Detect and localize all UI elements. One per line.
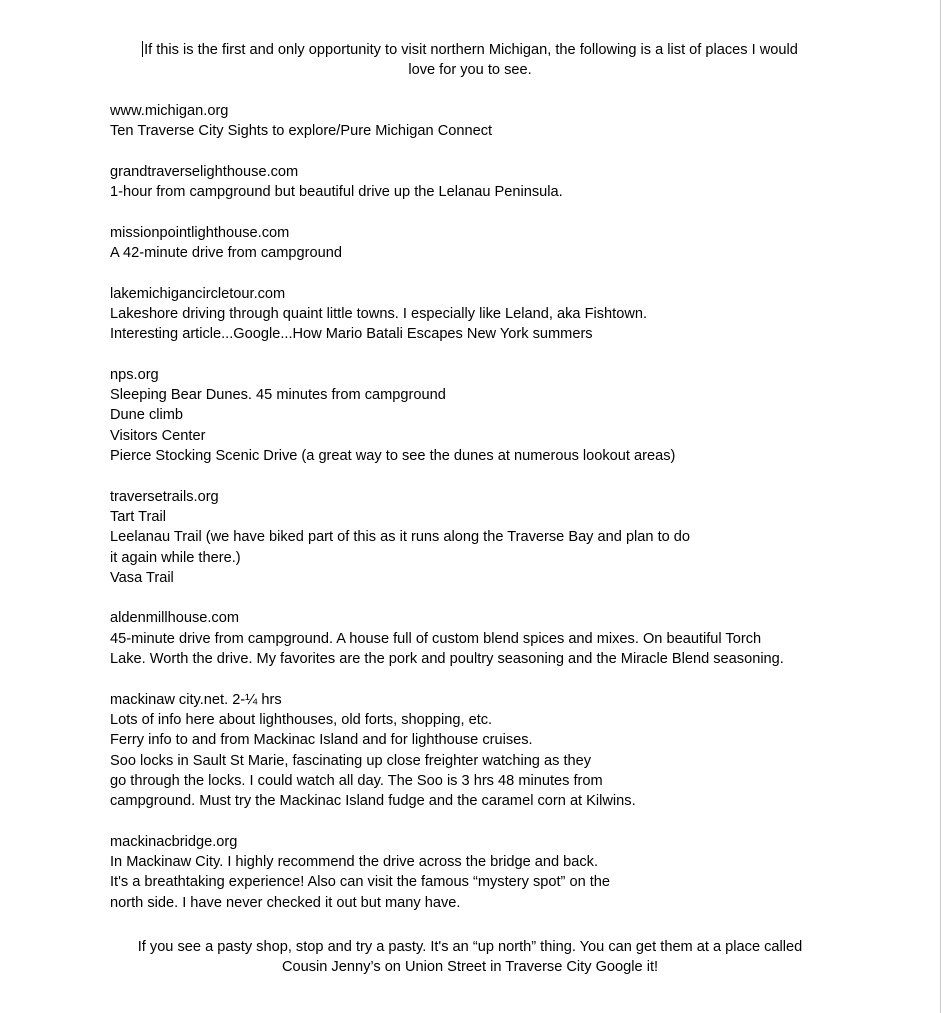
section-line: it again while there.): [110, 549, 241, 566]
section-line: Visitors Center: [110, 427, 206, 444]
places-list: [110, 101, 850, 933]
section-site: grandtraverselighthouse.com: [110, 163, 299, 180]
section-traversetrails: [110, 487, 850, 588]
section-line: Lakeshore driving through quaint little towns. I especially like Leland, aka Fishtown.: [110, 305, 648, 322]
section-line: Vasa Trail: [110, 569, 174, 586]
section-site: nps.org: [110, 366, 159, 383]
section-line: Dune climb: [110, 407, 183, 424]
section-site: aldenmillhouse.com: [110, 610, 239, 627]
section-line: Lots of info here about lighthouses, old forts, shopping, etc.: [110, 711, 493, 728]
closing-paragraph: [100, 937, 840, 978]
section-line: It's a breathtaking experience! Also can visit the famous “mystery spot” on the: [110, 874, 611, 891]
section-line: In Mackinaw City. I highly recommend the drive across the bridge and back.: [110, 853, 599, 870]
section-line: 1-hour from campground but beautiful drive up the Lelanau Peninsula.: [110, 184, 563, 201]
section-mackinawcity: [110, 690, 850, 812]
section-site: www.michigan.org: [110, 103, 229, 119]
section-line: Leelanau Trail (we have biked part of this as it runs along the Traverse Bay and plan to do: [110, 529, 691, 546]
section-lakemichigancircletour: [110, 284, 850, 345]
section-site: lakemichigancircletour.com: [110, 285, 286, 302]
page-edge-divider: [940, 0, 941, 1013]
section-line: Tart Trail: [110, 508, 166, 525]
section-line: Lake. Worth the drive. My favorites are the pork and poultry seasoning and the Miracle Blend seasoning.: [110, 651, 784, 668]
section-nps-org: [110, 365, 850, 466]
section-line: campground. Must try the Mackinac Island fudge and the caramel corn at Kilwins.: [110, 793, 636, 810]
section-line: Soo locks in Sault St Marie, fascinating up close freighter watching as they: [110, 752, 592, 769]
section-line: north side. I have never checked it out but many have.: [110, 894, 461, 911]
section-site: missionpointlighthouse.com: [110, 224, 290, 241]
section-line: go through the locks. I could watch all day. The Soo is 3 hrs 48 minutes from: [110, 772, 603, 789]
section-line: Sleeping Bear Dunes. 45 minutes from campground: [110, 387, 446, 404]
section-mackinacbridge: [110, 832, 850, 913]
section-grandtraverselighthouse: [110, 162, 850, 203]
section-aldenmillhouse: [110, 608, 850, 669]
section-line: Interesting article...Google...How Mario Batali Escapes New York summers: [110, 326, 593, 343]
intro-line-2: love for you to see.: [408, 62, 532, 79]
section-site: mackinacbridge.org: [110, 833, 238, 850]
closing-line-1: If you see a pasty shop, stop and try a pasty. It's an “up north” thing. You can get them at a place called: [137, 939, 803, 955]
section-line: A 42-minute drive from campground: [110, 245, 342, 262]
section-site: traversetrails.org: [110, 488, 219, 505]
section-site: mackinaw city.net. 2-¼ hrs: [110, 691, 282, 708]
section-line: Pierce Stocking Scenic Drive (a great way to see the dunes at numerous lookout areas): [110, 448, 676, 465]
section-line: 45-minute drive from campground. A house full of custom blend spices and mixes. On beautiful Torch: [110, 630, 762, 647]
section-line: Ferry info to and from Mackinac Island and for lighthouse cruises.: [110, 732, 533, 749]
intro-paragraph: [110, 40, 830, 81]
intro-line-1: [110, 40, 830, 60]
intro-line-1-text: If this is the first and only opportunity to visit northern Michigan, the following is a list of places I would: [144, 42, 798, 58]
section-michigan-org: [110, 101, 850, 142]
closing-line-2: Cousin Jenny’s on Union Street in Traverse City Google it!: [281, 959, 659, 976]
section-missionpointlighthouse: [110, 223, 850, 264]
section-line: Ten Traverse City Sights to explore/Pure Michigan Connect: [110, 123, 493, 140]
text-cursor: [142, 41, 143, 57]
